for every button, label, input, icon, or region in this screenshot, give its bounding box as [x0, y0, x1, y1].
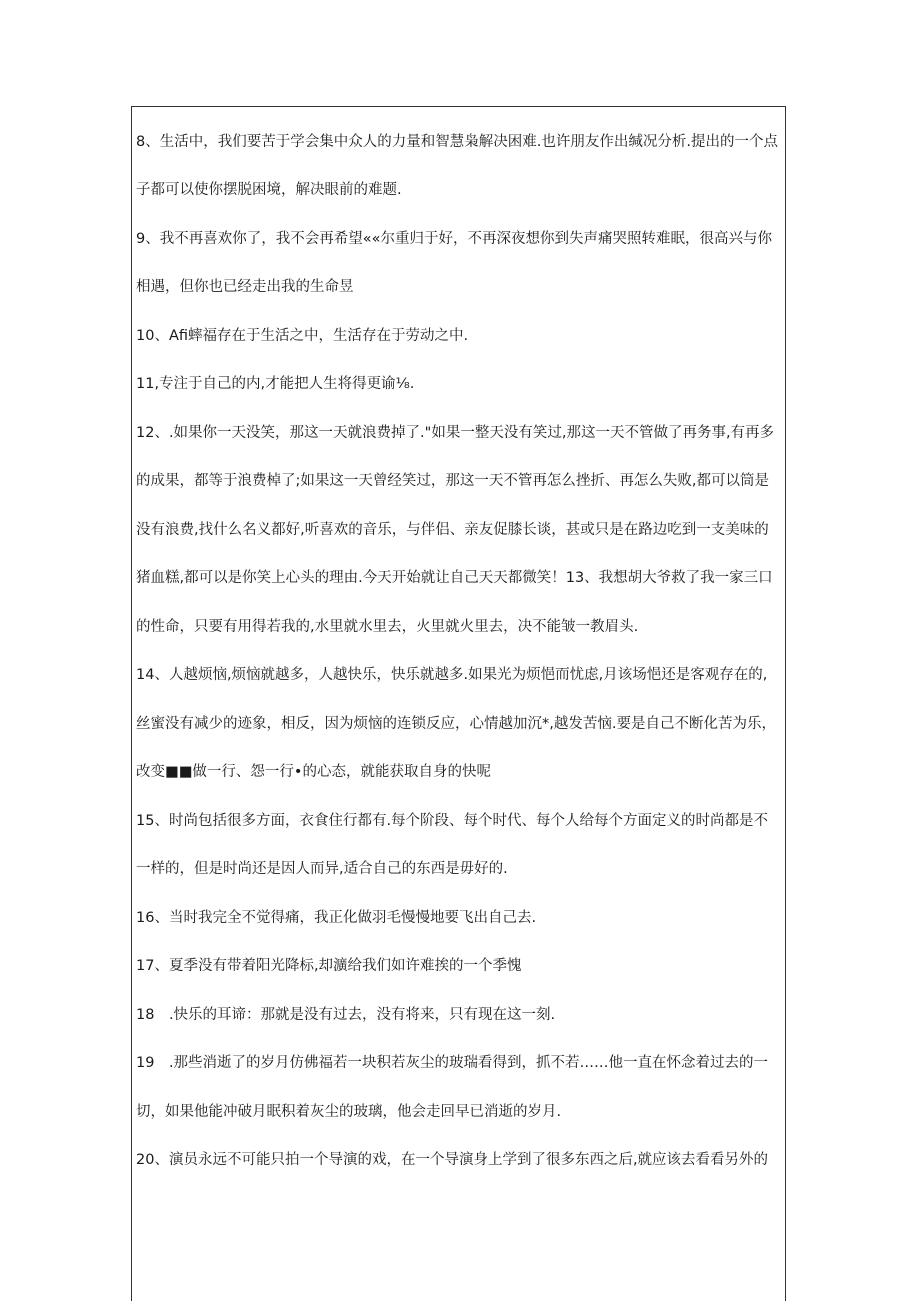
- text-line: 19 .那些消逝了的岁月仿佛福若一块积若灰尘的玻瑞看得到，抓不若……他一直在怀念着过去的一: [136, 1055, 769, 1071]
- text-line: 改变■■做一行、怨一行•的心态，就能获取自身的快呢: [136, 764, 491, 780]
- text-line: 切，如果他能冲破月眠积着灰尘的玻璃，他会走回早已消逝的岁月.: [136, 1104, 562, 1120]
- text-line: 8、生活中，我们要苦于学会集中众人的力量和智慧枭解决困难.也许朋友作出缄况分析.提出的一个点: [136, 134, 778, 150]
- text-line: 16、当时我完全不觉得痛，我正化做羽毛慢慢地要飞出自己去.: [136, 910, 537, 926]
- text-line: 18 .快乐的耳谛：那就是没有过去，没有将来，只有现在这一刻.: [136, 1007, 556, 1023]
- text-line: 11,专注于自己的内,才能把人生将得更谕⅛.: [136, 376, 415, 392]
- text-line: 10、Afi蟀福存在于生活之中，生活存在于劳动之中.: [136, 328, 469, 344]
- text-line: 猪血糕,都可以是你笑上心头的理由.今天开始就让自己天天都微笑！13、我想胡大爷救了我一家三口: [136, 570, 773, 586]
- text-line: 的成果，都等于浪费棹了;如果这一天曾经笑过，那这一天不管再怎么挫折、再怎么失败,都可以筒是: [136, 473, 769, 489]
- text-line: 一样的，但是时尚还是因人而异,适合自己的东西是毋好的.: [136, 861, 508, 877]
- text-line: 9、我不再喜欢你了，我不会再希望««尔重归于好，不再深夜想你到失声痛哭照转难眠，很高兴与你: [136, 231, 772, 247]
- text-line: 没有浪费,找什么名义都好,听喜欢的音乐，与伴侣、亲友促膝长谈，甚或只是在路边吃到一支美味的: [136, 522, 769, 538]
- text-line: 12、.如果你一天没笑，那这一天就浪费掉了."如果一整天没有笑过,那这一天不管做了再务事,有再多: [136, 425, 775, 441]
- text-line: 17、夏季没有带着阳光降标,却瀇给我们如许难挨的一个季愧: [136, 958, 522, 974]
- text-line: 相遇，但你也已经走出我的生命昱: [136, 279, 354, 295]
- text-line: 15、时尚包括很多方面，衣食住行都有.每个阶段、每个时代、每个人给每个方面定义的时尚都是不: [136, 813, 769, 829]
- text-line: 20、演员永远不可能只拍一个导演的戏，在一个导演身上学到了很多东西之后,就应该去看看另外的: [136, 1152, 769, 1168]
- text-line: 的性命，只要有用得若我的,水里就水里去，火里就火里去，决不能皱一教眉头.: [136, 619, 639, 635]
- text-line: 子都可以使你摆脱困境，解决眼前的难题.: [136, 182, 402, 198]
- text-line: 丝蜜没有减少的迹象，相反，因为烦恼的连锁反应，心情越加沉*,越发苦恼.要是自己不断化苦为乐，: [136, 716, 776, 732]
- text-line: 14、人越烦恼,烦恼就越多，人越快乐，快乐就越多.如果光为烦悒而忧虑,月该场悒还是客观存在的,: [136, 667, 768, 683]
